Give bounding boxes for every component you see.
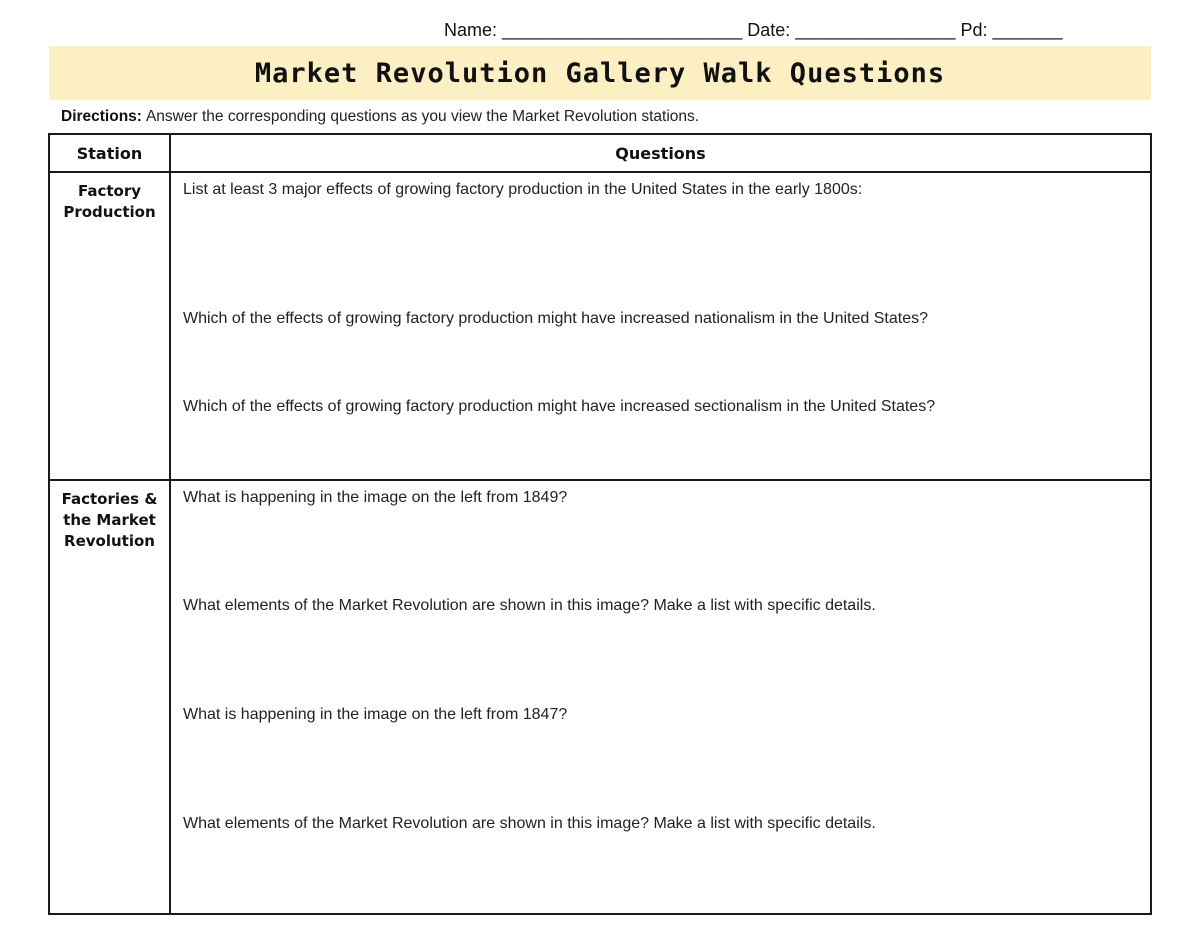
directions-label: Directions: — [61, 108, 142, 125]
questions-cell — [170, 480, 1151, 914]
question-text: What is happening in the image on the left from 1849? — [183, 489, 568, 506]
page-title: Market Revolution Gallery Walk Questions — [254, 57, 946, 89]
question-text: Which of the effects of growing factory production might have increased sectionalism in the United States? — [183, 398, 936, 415]
table-row — [49, 480, 1151, 914]
directions-text: Answer the corresponding questions as you view the Market Revolution stations. — [145, 108, 700, 125]
questions-table — [48, 133, 1152, 915]
station-column-header: Station — [49, 134, 170, 172]
questions-cell — [170, 172, 1151, 480]
station-factories-market-revolution: Factories & the Market Revolution — [49, 480, 170, 914]
table-header-row — [49, 134, 1151, 172]
title-banner — [49, 46, 1151, 100]
name-date-period-line: Name: ________________________ Date: ________________ Pd: _______ — [444, 20, 1063, 40]
question-text: What elements of the Market Revolution are shown in this image? Make a list with specific details. — [183, 815, 876, 832]
question-text: Which of the effects of growing factory production might have increased nationalism in the United States? — [183, 310, 928, 327]
table-row — [49, 172, 1151, 480]
question-text: What is happening in the image on the left from 1847? — [183, 706, 568, 723]
station-factory-production: Factory Production — [49, 172, 170, 480]
directions — [61, 108, 699, 126]
question-text: What elements of the Market Revolution are shown in this image? Make a list with specific details. — [183, 597, 876, 614]
question-text: List at least 3 major effects of growing factory production in the United States in the early 1800s: — [183, 181, 863, 198]
questions-column-header: Questions — [170, 134, 1151, 172]
